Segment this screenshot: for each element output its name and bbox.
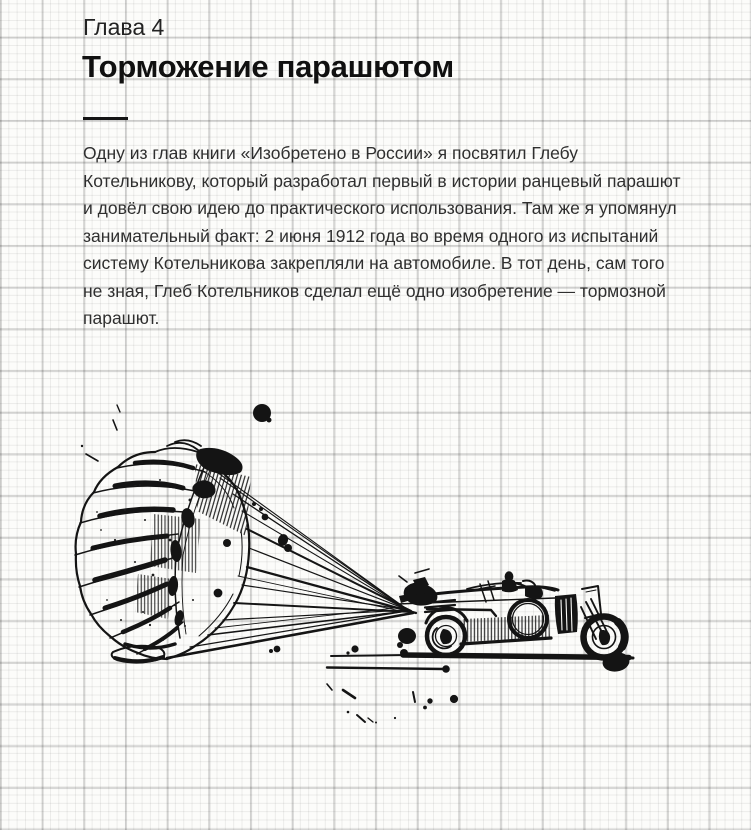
page-title: Торможение парашютом xyxy=(82,49,454,84)
ink-splatters xyxy=(81,404,458,724)
parachute-canopy xyxy=(75,440,251,662)
chapter-label: Глава 4 xyxy=(83,14,165,40)
paragraph-line: парашют. xyxy=(83,308,160,328)
section-divider xyxy=(83,117,128,120)
paragraph xyxy=(83,140,680,333)
paragraph-line: Котельникову, который разработал первый в истории ранцевый парашют xyxy=(83,170,681,191)
illustration-parachute-car xyxy=(55,390,695,730)
paragraph-line: занимательный факт: 2 июня 1912 года во время одного из испытаний xyxy=(83,225,659,246)
paragraph-line: не зная, Глеб Котельников сделал ещё одно изобретение — тормозной xyxy=(83,280,666,301)
scatter-ticks xyxy=(86,405,415,722)
front-wheel xyxy=(584,617,631,674)
paragraph-line: Одну из глав книги «Изобретено в России» я посвятил Глебу xyxy=(83,143,578,163)
rear-wheel xyxy=(426,608,467,655)
paragraph-line: и довёл свою идею до практического использования. Там же я упомянул xyxy=(83,198,677,218)
paragraph-line: систему Котельникова закрепляли на автомобиле. В тот день, сам того xyxy=(83,253,665,273)
ground-shadow xyxy=(327,655,633,673)
